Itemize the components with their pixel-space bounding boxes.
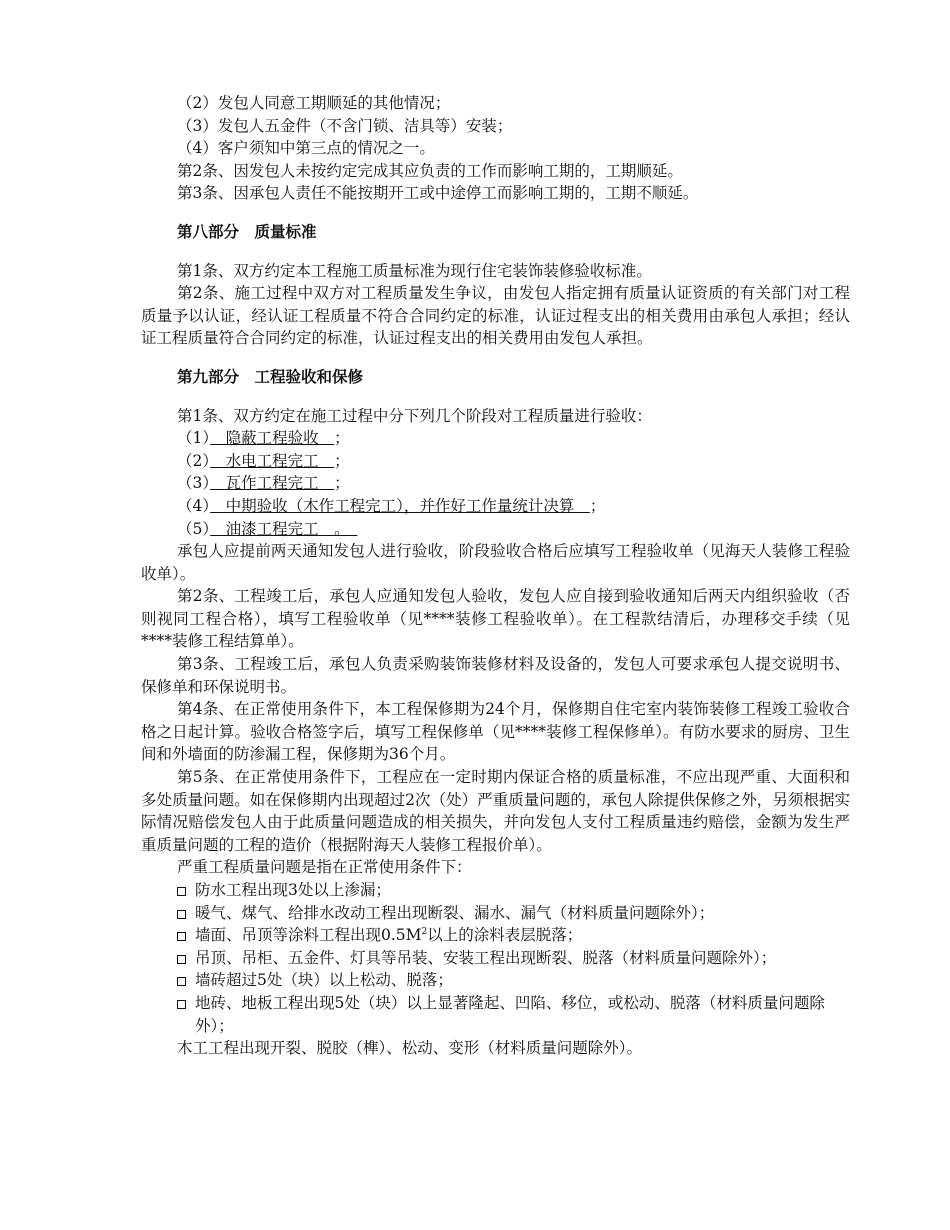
stage-text: 水电工程完工 bbox=[210, 451, 335, 470]
clause-item-4: （4）客户须知中第三点的情况之一。 bbox=[177, 139, 435, 158]
s8-article-2: 第2条、施工过程中双方对工程质量发生争议，由发包人指定拥有质量认证资质的有关部门对工程质量予以认证，经认证工程质量不符合合同约定的标准，认证过程支出的相关费用由承包人承担；经认证工程质量符合合同约定的标准，认证过程支出的相关费用由发包人承担。 bbox=[141, 284, 850, 348]
list-item-text-part: 墙面、吊顶等涂料工程出现0.5M bbox=[195, 926, 422, 945]
checkbox-bullet-icon bbox=[177, 910, 186, 919]
section-8-heading: 第八部分 质量标准 bbox=[177, 222, 317, 241]
s9-article-4: 第4条、在正常使用条件下，本工程保修期为24个月，保修期自住宅室内装饰装修工程竣工验收合格之日起计算。验收合格签字后，填写工程保修单（见****装修工程保修单）。有防水要求的厨房、卫生间和外墙面的防渗漏工程，保修期为36个月。 bbox=[141, 700, 850, 764]
last-list-line: 木工工程出现开裂、脱胶（榫）、松动、变形（材料质量问题除外）。 bbox=[177, 1039, 643, 1058]
stage-number: （1） bbox=[177, 429, 211, 448]
stage-text: 中期验收（木作工程完工），并作好工作量统计决算 bbox=[210, 496, 590, 515]
stage-number: （4） bbox=[177, 496, 211, 515]
stage-number: （5） bbox=[177, 519, 211, 538]
checkbox-bullet-icon bbox=[177, 887, 186, 896]
s9-article-2: 第2条、工程竣工后，承包人应通知发包人验收，发包人应自接到验收通知后两天内组织验收（否则视同工程合格），填写工程验收单（见****装修工程验收单）。在工程款结清后，办理移交手续（见****装修工程结算单）。 bbox=[141, 587, 850, 651]
list-item-text: 吊顶、吊柜、五金件、灯具等吊装、安装工程出现断裂、脱落（材料质量问题除外）； bbox=[195, 948, 777, 967]
stage-item bbox=[141, 495, 850, 518]
stage-item bbox=[141, 472, 850, 495]
list-item-text: 暖气、煤气、给排水改动工程出现断裂、漏水、漏气（材料质量问题除外）； bbox=[195, 903, 715, 922]
stage-text: 隐蔽工程验收 bbox=[210, 429, 335, 448]
stage-end: ； bbox=[589, 496, 606, 515]
list-item-text: 地砖、地板工程出现5处（块）以上显著隆起、凹陷、移位，或松动、脱落（材料质量问题除外）； bbox=[195, 993, 825, 1035]
s9-article-3: 第3条、工程竣工后，承包人负责采购装饰装修材料及设备的，发包人可要求承包人提交说明书、保修单和环保说明书。 bbox=[141, 655, 850, 696]
list-item-text: 防水工程出现3处以上渗漏； bbox=[195, 881, 391, 899]
list-item bbox=[141, 969, 850, 992]
serious-issue-intro: 严重工程质量问题是指在正常使用条件下： bbox=[177, 858, 472, 877]
s9-article-5: 第5条、在正常使用条件下，工程应在一定时期内保证合格的质量标准，不应出现严重、大面积和多处质量问题。如在保修期内出现超过2次（处）严重质量问题的，承包人除提供保修之外，另须根据实际情况赔偿发包人由于此质量问题造成的相关损失，并向发包人支付工程质量违约赔偿，金额为发生严重质量问题的工程的造价（根据附海天人装修工程报价单）。 bbox=[141, 768, 850, 854]
list-item bbox=[141, 902, 850, 925]
article-2-delay: 第2条、因发包人未按约定完成其应负责的工作而影响工期的，工期顺延。 bbox=[177, 161, 683, 180]
stage-end: 。 bbox=[334, 519, 358, 538]
stage-text: 油漆工程完工 bbox=[210, 519, 335, 538]
article-3-delay: 第3条、因承包人责任不能按期开工或中途停工而影响工期的，工期不顺延。 bbox=[177, 184, 699, 203]
clause-item-3: （3）发包人五金件（不含门锁、洁具等）安装； bbox=[177, 116, 513, 135]
list-item-text: 墙砖超过5处（块）以上松动、脱落； bbox=[195, 971, 453, 990]
stage-end: ； bbox=[334, 474, 350, 493]
list-item bbox=[141, 992, 850, 1037]
stage-item bbox=[141, 427, 850, 450]
list-item-text bbox=[185, 924, 850, 947]
section-9-heading: 第九部分 工程验收和保修 bbox=[177, 367, 364, 386]
s8-article-1: 第1条、双方约定本工程施工质量标准为现行住宅装饰装修验收标准。 bbox=[177, 261, 652, 280]
stage-number: （2） bbox=[177, 451, 211, 470]
s9-inspection-notice: 承包人应提前两天通知发包人进行验收，阶段验收合格后应填写工程验收单（见海天人装修工程验收单）。 bbox=[141, 542, 850, 583]
checkbox-bullet-icon bbox=[177, 932, 186, 941]
s9-article-1: 第1条、双方约定在施工过程中分下列几个阶段对工程质量进行验收： bbox=[177, 406, 652, 425]
stage-number: （3） bbox=[177, 474, 211, 493]
stage-end: ； bbox=[334, 429, 350, 448]
list-item bbox=[141, 879, 850, 902]
stage-text: 瓦作工程完工 bbox=[210, 474, 335, 493]
stage-item bbox=[141, 450, 850, 473]
checkbox-bullet-icon bbox=[177, 1000, 186, 1009]
superscript: 2 bbox=[421, 927, 428, 938]
stage-end: ； bbox=[334, 451, 350, 470]
list-item bbox=[141, 924, 850, 947]
checkbox-bullet-icon bbox=[177, 955, 186, 964]
checkbox-bullet-icon bbox=[177, 977, 186, 986]
clause-item-2: （2）发包人同意工期顺延的其他情况； bbox=[177, 94, 451, 112]
stage-item bbox=[141, 518, 850, 541]
list-item bbox=[141, 947, 850, 970]
list-item-text-tail: 以上的涂料表层脱落； bbox=[427, 926, 583, 945]
